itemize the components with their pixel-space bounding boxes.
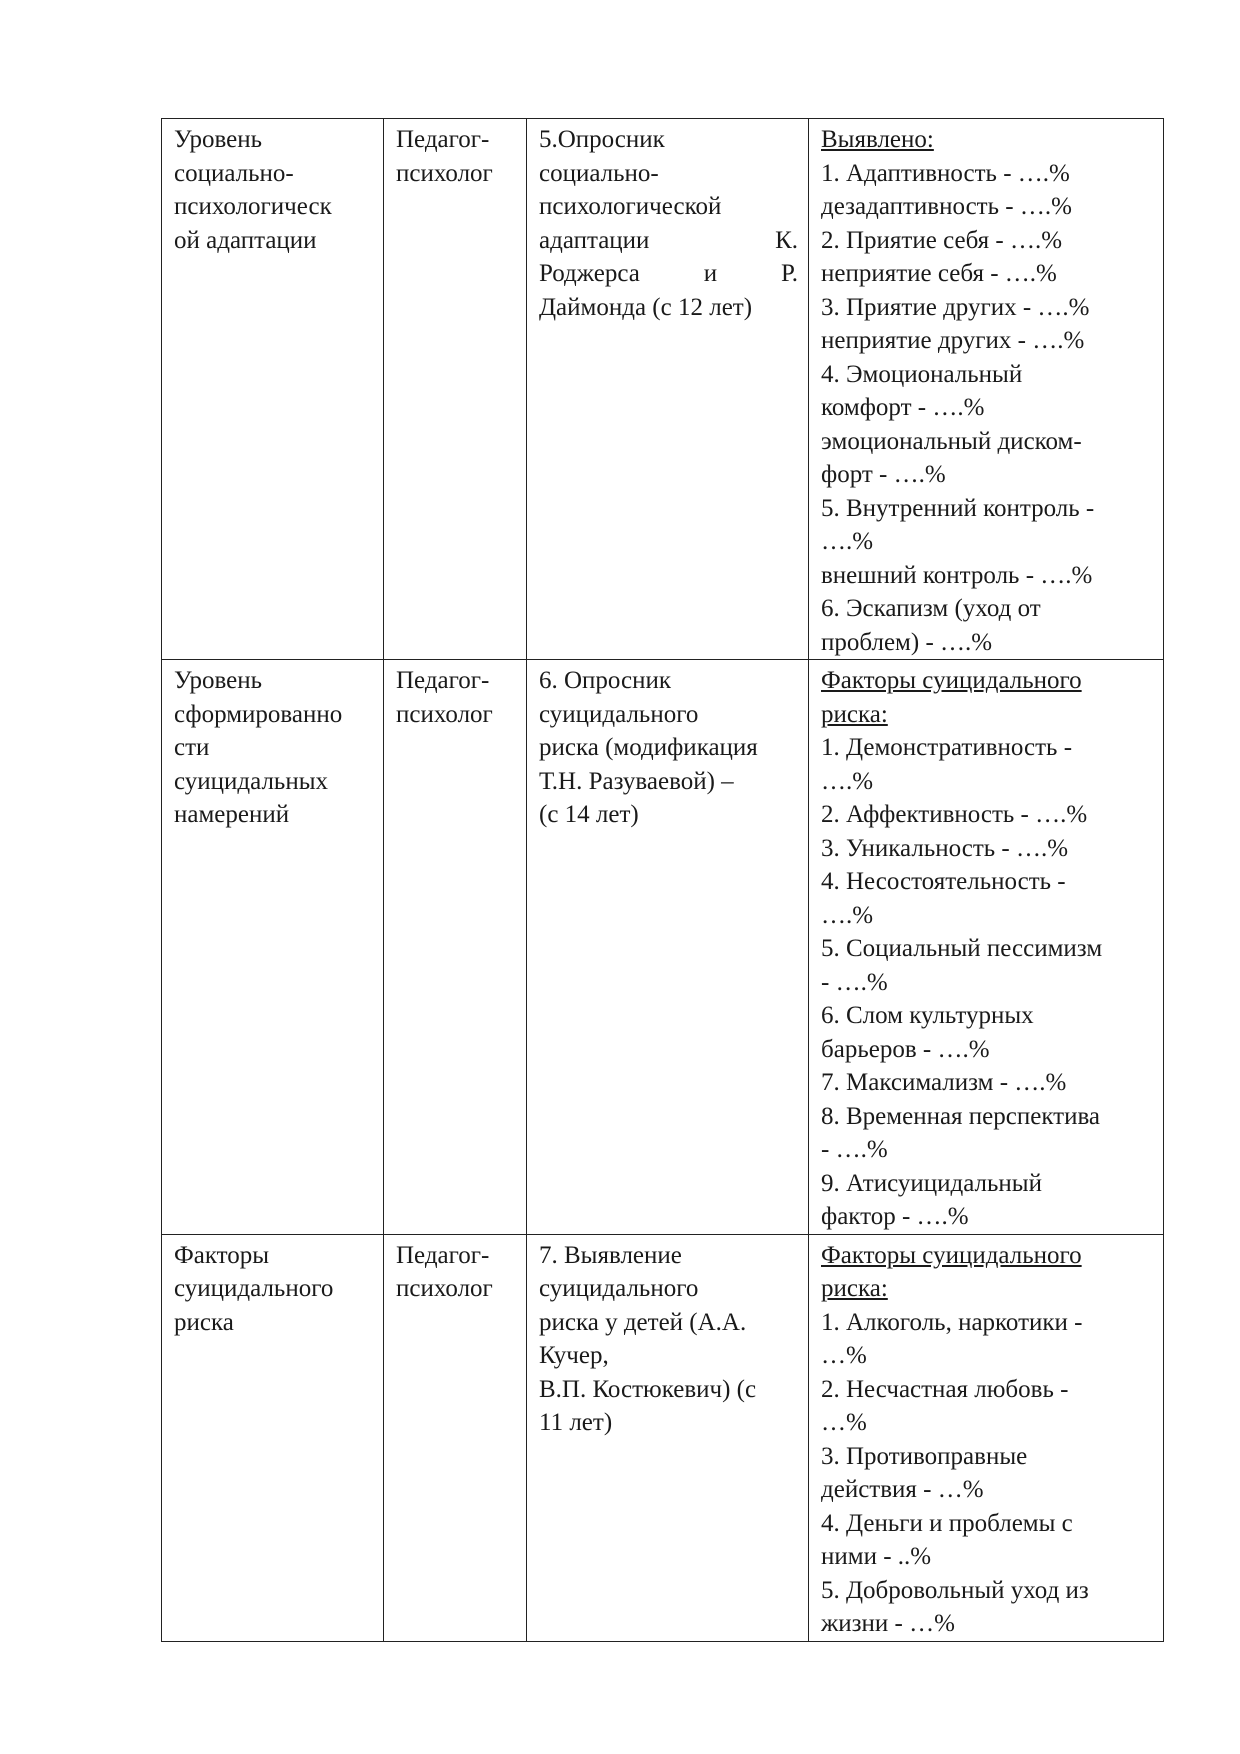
result-line: форт - ….% <box>821 461 946 488</box>
result-line: 1. Адаптивность - ….% <box>821 159 1070 187</box>
result-line: 8. Временная перспектива <box>821 1102 1101 1130</box>
result-header: Выявлено: <box>821 126 934 153</box>
method-line: суицидального <box>539 700 699 728</box>
result-line: 4. Несостоятельность - <box>821 868 1066 895</box>
method-line: Даймонда (с 12 лет) <box>539 293 753 321</box>
responsible-line: Педагог- <box>396 667 490 694</box>
method-line: психологической <box>539 193 722 220</box>
result-line: 5. Добровольный уход из <box>821 1576 1089 1604</box>
result-line: 3. Уникальность - ….% <box>821 834 1069 862</box>
result-line: фактор - ….% <box>821 1203 969 1230</box>
result-line: проблем) - ….% <box>821 628 993 656</box>
result-line: …% <box>821 1342 867 1369</box>
table-row <box>162 119 1164 660</box>
result-line: неприятие себя - ….% <box>821 260 1057 287</box>
result-line: ….% <box>821 528 874 555</box>
table-row <box>162 660 1164 1235</box>
method-word: Р. <box>780 260 798 287</box>
method-line: Т.Н. Разуваевой) – <box>539 767 734 795</box>
result-line: жизни - …% <box>821 1610 955 1637</box>
method-line-justified <box>539 257 798 291</box>
result-line: ними - ..% <box>821 1543 932 1570</box>
method-line: 11 лет) <box>539 1409 613 1436</box>
responsible-cell <box>384 1234 527 1641</box>
method-word: адаптации <box>539 226 650 254</box>
method-line: (с 14 лет) <box>539 801 639 828</box>
method-line: В.П. Костюкевич) (с <box>539 1375 757 1403</box>
diagnostics-table <box>161 118 1164 1642</box>
result-line: …% <box>821 1409 867 1436</box>
result-line: неприятие других - ….% <box>821 327 1085 354</box>
method-line: 7. Выявление <box>539 1241 682 1269</box>
method-line: риска у детей (А.А. <box>539 1308 747 1336</box>
result-line: 6. Эскапизм (уход от <box>821 595 1041 622</box>
method-line: суицидального <box>539 1275 699 1302</box>
result-cell <box>809 660 1164 1235</box>
result-line: - ….% <box>821 1136 888 1163</box>
result-line: комфорт - ….% <box>821 394 985 421</box>
result-line: 2. Аффективность - ….% <box>821 801 1088 828</box>
responsible-line: Педагог- <box>396 126 490 153</box>
indicator-cell <box>162 1234 384 1641</box>
responsible-line: Педагог- <box>396 1241 490 1269</box>
method-cell <box>527 119 809 660</box>
result-line: 1. Демонстративность - <box>821 734 1073 761</box>
indicator-line: Факторы <box>174 1241 270 1269</box>
indicator-cell <box>162 660 384 1235</box>
indicator-line: сти <box>174 734 210 761</box>
result-line: 9. Атисуицидальный <box>821 1169 1042 1197</box>
result-line: ….% <box>821 767 874 795</box>
responsible-line: психолог <box>396 700 493 728</box>
method-word: Роджерса <box>539 260 640 287</box>
method-line: социально- <box>539 159 659 187</box>
result-line: барьеров - ….% <box>821 1035 990 1063</box>
responsible-line: психолог <box>396 1275 493 1302</box>
indicator-line: намерений <box>174 801 290 828</box>
result-line: 2. Приятие себя - ….% <box>821 226 1063 254</box>
indicator-line: суицидального <box>174 1275 334 1302</box>
result-header: Факторы суицидального <box>821 1241 1082 1269</box>
result-line: ….% <box>821 901 874 929</box>
result-line: 7. Максимализм - ….% <box>821 1069 1067 1096</box>
indicator-cell <box>162 119 384 660</box>
method-word: и <box>703 260 718 287</box>
result-line: 5. Социальный пессимизм <box>821 935 1103 962</box>
indicator-line: психологическ <box>174 193 332 220</box>
result-header: риска: <box>821 1275 888 1302</box>
indicator-line: Уровень <box>174 667 263 694</box>
result-header: риска: <box>821 700 888 728</box>
indicator-line: суицидальных <box>174 767 328 795</box>
method-line: 5.Опросник <box>539 126 665 153</box>
responsible-cell <box>384 119 527 660</box>
indicator-line: ой адаптации <box>174 226 317 254</box>
method-line-justified <box>539 224 798 258</box>
result-line: 3. Приятие других - ….% <box>821 293 1090 321</box>
result-line: 5. Внутренний контроль - <box>821 494 1095 522</box>
method-cell <box>527 660 809 1235</box>
method-line: риска (модификация <box>539 734 758 761</box>
result-line: эмоциональный диском- <box>821 427 1082 455</box>
method-line: 6. Опросник <box>539 667 672 694</box>
responsible-cell <box>384 660 527 1235</box>
result-cell <box>809 119 1164 660</box>
result-line: 3. Противоправные <box>821 1442 1028 1470</box>
result-line: внешний контроль - ….% <box>821 561 1093 589</box>
result-cell <box>809 1234 1164 1641</box>
indicator-line: сформированно <box>174 700 343 728</box>
result-line: 1. Алкоголь, наркотики - <box>821 1308 1083 1336</box>
result-line: 2. Несчастная любовь - <box>821 1375 1069 1403</box>
result-line: 4. Эмоциональный <box>821 360 1023 388</box>
result-header: Факторы суицидального <box>821 667 1082 694</box>
indicator-line: социально- <box>174 159 294 187</box>
indicator-line: риска <box>174 1308 234 1336</box>
result-line: - ….% <box>821 968 888 996</box>
method-cell <box>527 1234 809 1641</box>
method-word: К. <box>775 226 798 254</box>
result-line: действия - …% <box>821 1476 984 1503</box>
table-row <box>162 1234 1164 1641</box>
result-line: 4. Деньги и проблемы с <box>821 1509 1073 1537</box>
responsible-line: психолог <box>396 159 493 187</box>
result-line: дезадаптивность - ….% <box>821 193 1072 220</box>
indicator-line: Уровень <box>174 126 263 153</box>
method-line: Кучер, <box>539 1342 609 1369</box>
result-line: 6. Слом культурных <box>821 1002 1034 1029</box>
